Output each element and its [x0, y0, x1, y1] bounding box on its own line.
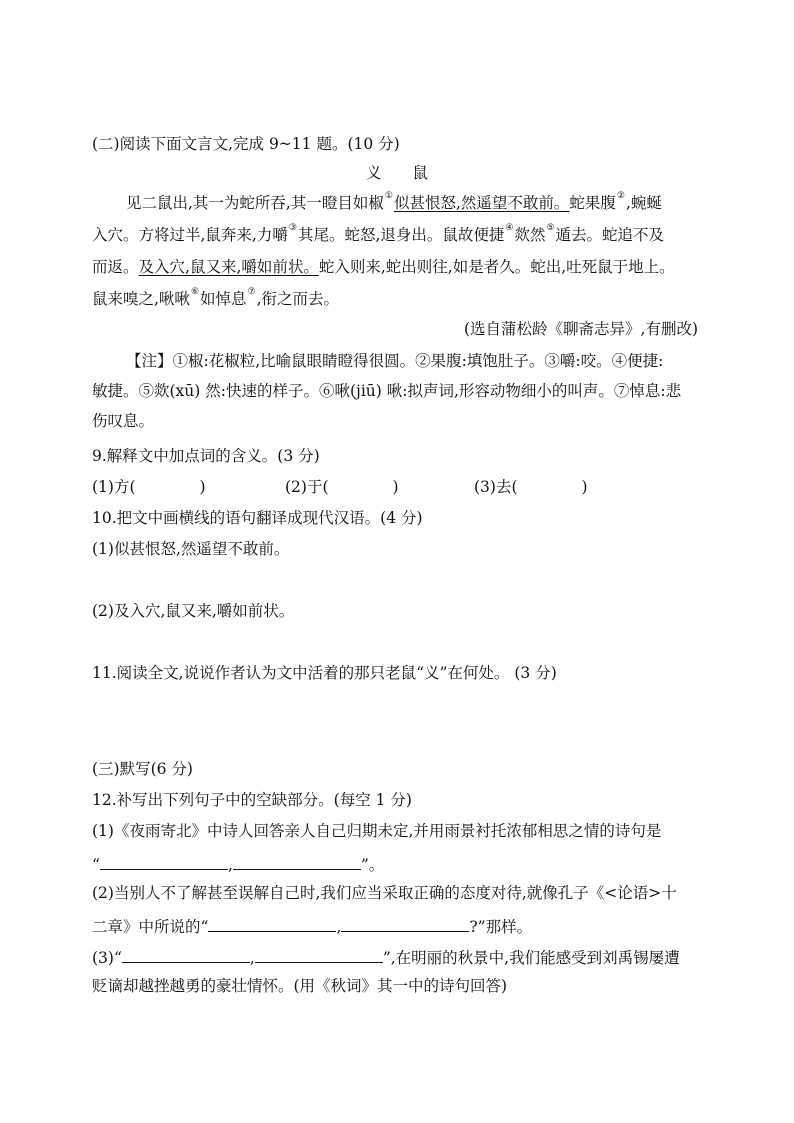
question-12-item-3-line2: 贬谪却越挫越勇的豪壮情怀。(用《秋词》其一中的诗句回答) — [92, 977, 508, 995]
answer-blank[interactable] — [208, 917, 336, 932]
underlined-sentence-1: 似甚恨怒,然遥望不敢前。 — [393, 194, 570, 212]
answer-blank[interactable] — [122, 948, 250, 963]
passage-line-1: 见二鼠出,其一为蛇所吞,其一瞪目如椒①似甚恨怒,然遥望不敢前。蛇果腹②,蜿蜒 — [126, 191, 662, 212]
question-9-item-1: (1)方( ) — [92, 478, 206, 496]
footnote-marker: ⑥ — [190, 287, 200, 297]
footnote-marker: ⑤ — [546, 223, 555, 233]
question-12-item-2-blanks: 二章》中所说的“ , ?”那样。 — [92, 918, 533, 936]
footnote-marker: ④ — [505, 223, 514, 233]
question-10-item-2: (2)及入穴,鼠又来,嚼如前状。 — [92, 602, 295, 620]
question-12-item-1-blanks: “ , ”。 — [92, 856, 385, 874]
footnote-marker: ① — [384, 191, 393, 201]
question-9-item-2: (2)于( ) — [285, 478, 399, 496]
section-heading-reading: (二)阅读下面文言文,完成 9~11 题。(10 分) — [92, 135, 400, 153]
notes-line-2: 敏捷。⑤欻(xū) 然:快速的样子。⑥啾(jiū) 啾:拟声词,形容动物细小的叫声。⑦悼息:悲 — [92, 382, 682, 400]
passage-title: 义 鼠 — [365, 164, 428, 182]
question-10-item-1: (1)似甚恨怒,然遥望不敢前。 — [92, 540, 290, 558]
question-12-item-2: (2)当别人不了解甚至误解自己时,我们应当采取正确的态度对待,就像孔子《<论语>十 — [92, 884, 677, 902]
passage-line-3: 而返。及入穴,鼠又来,嚼如前状。蛇入则来,蛇出则往,如是者久。蛇出,吐死鼠于地上。 — [92, 258, 675, 276]
section-heading-dictation: (三)默写(6 分) — [92, 760, 193, 778]
notes-line-3: 伤叹息。 — [92, 412, 155, 430]
underlined-sentence-2: 及入穴,鼠又来,嚼如前状。 — [138, 258, 319, 276]
answer-blank[interactable] — [233, 855, 361, 870]
answer-blank[interactable] — [341, 917, 469, 932]
question-11: 11.阅读全文,说说作者认为文中活着的那只老鼠“义”在何处。 (3 分) — [92, 664, 557, 682]
question-9-item-3: (3)去( ) — [474, 478, 588, 496]
passage-source: (选自蒲松龄《聊斋志异》,有删改) — [463, 320, 698, 338]
answer-blank[interactable] — [255, 948, 383, 963]
question-10: 10.把文中画横线的语句翻译成现代汉语。(4 分) — [92, 509, 423, 527]
answer-blank[interactable] — [100, 855, 228, 870]
question-12-item-3: (3)“ , ”,在明丽的秋景中,我们能感受到刘禹锡屡遭 — [92, 949, 680, 967]
passage-line-2: 入穴。方将过半,鼠奔来,力嚼③其尾。蛇怒,退身出。鼠故便捷④欻然⑤遁去。蛇追不及 — [92, 223, 665, 244]
question-9: 9.解释文中加点词的含义。(3 分) — [92, 447, 320, 465]
notes-line-1: 【注】①椒:花椒粒,比喻鼠眼睛瞪得很圆。②果腹:填饱肚子。③嚼:咬。④便捷: — [126, 352, 664, 370]
footnote-marker: ⑦ — [247, 287, 256, 297]
question-12-item-1: (1)《夜雨寄北》中诗人回答亲人自己归期未定,并用雨景衬托浓郁相思之情的诗句是 — [92, 822, 662, 840]
footnote-marker: ③ — [288, 223, 297, 233]
question-12: 12.补写出下列句子中的空缺部分。(每空 1 分) — [92, 791, 412, 809]
footnote-marker: ② — [616, 191, 625, 201]
passage-line-4: 鼠来嗅之,啾啾⑥如悼息⑦,衔之而去。 — [92, 287, 340, 308]
